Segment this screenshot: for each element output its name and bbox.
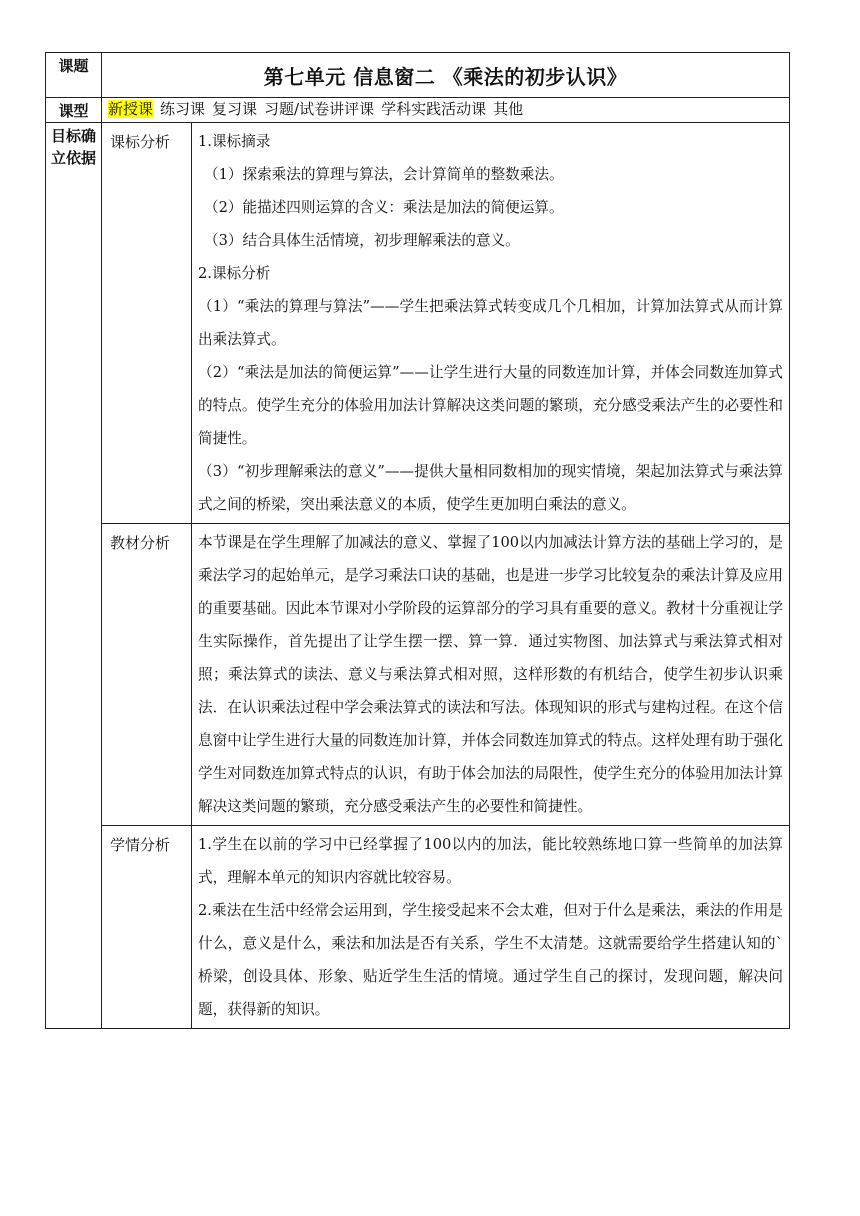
topic-row bbox=[46, 53, 790, 98]
section-label: 学情分析 bbox=[102, 826, 192, 1029]
lesson-plan-table bbox=[45, 52, 790, 1029]
curriculum-analysis bbox=[192, 123, 790, 524]
lesson-type-option-practice-activity: 学科实践活动课 bbox=[381, 100, 487, 118]
paragraph: 2.课标分析 bbox=[198, 265, 271, 282]
lesson-type-option-other: 其他 bbox=[493, 100, 524, 118]
topic-label: 课题 bbox=[46, 53, 102, 98]
lesson-type-row bbox=[46, 98, 790, 123]
paragraph: （3）结合具体生活情境，初步理解乘法的意义。 bbox=[204, 232, 520, 249]
basis-label: 目标确立依据 bbox=[46, 123, 102, 1029]
paragraph: （1）“乘法的算理与算法”——学生把乘法算式转变成几个几相加，计算加法算式从而计算出乘法算式。 bbox=[198, 298, 783, 348]
paragraph: 本节课是在学生理解了加减法的意义、掌握了100以内加减法计算方法的基础上学习的，是乘法学习的起始单元，是学习乘法口诀的基础，也是进一步学习比较复杂的乘法计算及应用的重要基础。因此本节课对小学阶段的运算部分的学习具有重要的意义。教材十分重视让学生实际操作，首先提出了让学生摆一摆、算一算．通过实物图、加法算式与乘法算式相对照；乘法算式的读法、意义与乘法算式相对照，这样形数的有机结合，使学生初步认识乘法．在认识乘法过程中学会乘法算式的读法和写法。体现知识的形式与建构过程。在这个信息窗中让学生进行大量的同数连加计算，并体会同数连加算式的特点。这样处理有助于强化学生对同数连加算式特点的认识，有助于体会加法的局限性，使学生充分的体验用加法计算解决这类问题的繁琐，充分感受乘法产生的必要性和简捷性。 bbox=[198, 534, 783, 815]
textbook-row bbox=[46, 524, 790, 826]
lesson-type-label: 课型 bbox=[46, 98, 102, 123]
paragraph: （2）能描述四则运算的含义：乘法是加法的简便运算。 bbox=[204, 199, 564, 216]
lesson-type-option-review: 复习课 bbox=[212, 100, 258, 118]
paragraph: 1.学生在以前的学习中已经掌握了100以内的加法，能比较熟练地口算一些简单的加法算式，理解本单元的知识内容就比较容易。 bbox=[198, 836, 783, 886]
lesson-type-option-new: 新授课 bbox=[108, 100, 154, 118]
paragraph: （1）探索乘法的算理与算法，会计算简单的整数乘法。 bbox=[204, 166, 564, 183]
lesson-type-option-exercise-review: 习题/试卷讲评课 bbox=[264, 100, 375, 118]
paragraph: （2）“乘法是加法的简便运算”——让学生进行大量的同数连加计算，并体会同数连加算式的特点。使学生充分的体验用加法计算解决这类问题的繁琐，充分感受乘法产生的必要性和简捷性。 bbox=[198, 364, 783, 447]
learner-row bbox=[46, 826, 790, 1029]
paragraph: 2.乘法在生活中经常会运用到，学生接受起来不会太难，但对于什么是乘法，乘法的作用是什么，意义是什么，乘法和加法是否有关系，学生不太清楚。这就需要给学生搭建认知的`桥梁，创设具体、形象、贴近学生生活的情境。通过学生自己的探讨，发现问题，解决问题，获得新的知识。 bbox=[198, 902, 783, 1018]
learner-analysis bbox=[192, 826, 790, 1029]
curriculum-row bbox=[46, 123, 790, 524]
section-label: 教材分析 bbox=[102, 524, 192, 826]
lesson-type-options bbox=[102, 98, 790, 123]
page-title: 第七单元 信息窗二 《乘法的初步认识》 bbox=[263, 64, 628, 89]
textbook-analysis bbox=[192, 524, 790, 826]
paragraph: （3）“初步理解乘法的意义”——提供大量相同数相加的现实情境，架起加法算式与乘法算式之间的桥梁，突出乘法意义的本质，使学生更加明白乘法的意义。 bbox=[198, 463, 783, 513]
lesson-type-option-practice: 练习课 bbox=[160, 100, 206, 118]
paragraph: 1.课标摘录 bbox=[198, 133, 271, 150]
section-label: 课标分析 bbox=[102, 123, 192, 524]
title-cell bbox=[102, 53, 790, 98]
